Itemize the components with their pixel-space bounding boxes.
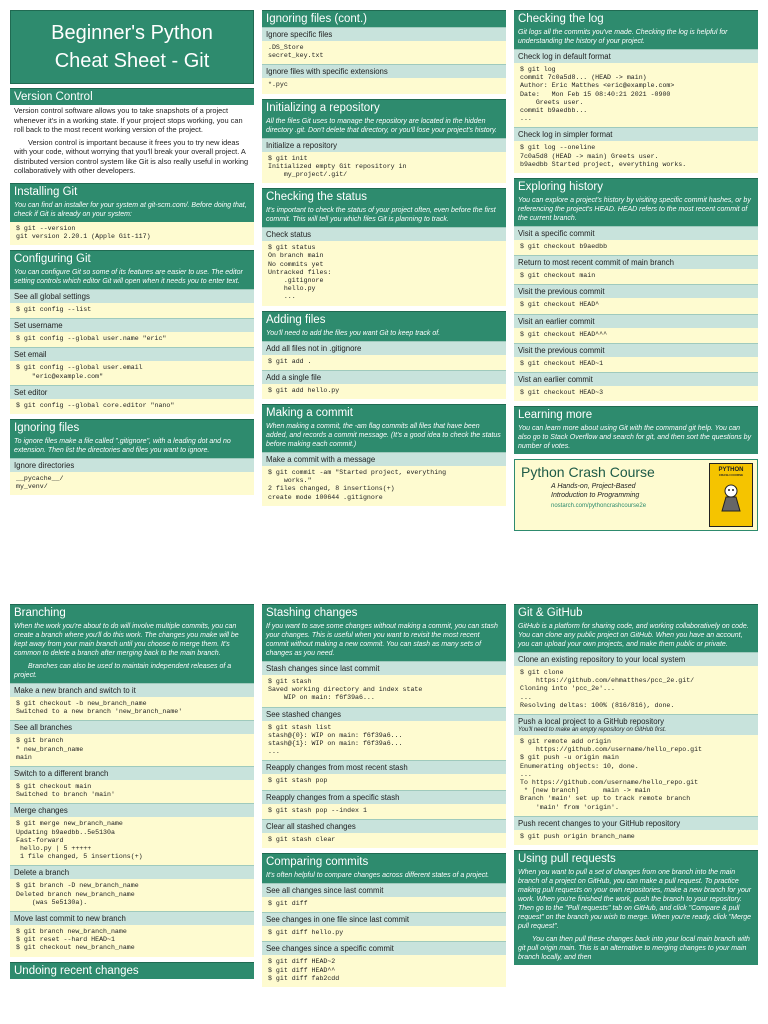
section-heading: Stashing changes <box>262 604 506 621</box>
book-cover-image <box>709 463 753 527</box>
section-pull-requests <box>514 850 758 965</box>
section-description: You can configure Git so some of its features are easier to use. The editor setting controls which editor Git will open when it needs you to enter text. <box>10 267 254 289</box>
code-block: $ git diff HEAD~2 $ git diff HEAD^^ $ git diff fab2cdd <box>262 955 506 987</box>
code-block: $ git checkout b9aedbb <box>514 240 758 255</box>
code-block: $ git branch -D new_branch_name Deleted branch new_branch_name (was 5e5130a). <box>10 879 254 911</box>
section-heading: Initializing a repository <box>262 99 506 116</box>
subsection-label: Delete a branch <box>10 865 254 879</box>
column-two <box>262 10 506 511</box>
subsection-label: Return to most recent commit of main branch <box>514 255 758 269</box>
column-three <box>514 10 758 531</box>
section-heading: Checking the log <box>514 10 758 27</box>
section-exploring-history <box>514 178 758 401</box>
section-heading: Exploring history <box>514 178 758 195</box>
section-description: GitHub is a platform for sharing code, and working collaboratively on code. You can clone any public project on GitHub. When you have an account, you can upload your own projects, and make them public or private. <box>514 621 758 652</box>
section-checking-status <box>262 188 506 305</box>
section-heading: Branching <box>10 604 254 621</box>
subsection-label: Visit the previous commit <box>514 343 758 357</box>
section-description: You can explore a project's history by visiting specific commit hashes, or by referencing the project's HEAD. HEAD refers to the most recent commit of the current branch. <box>514 195 758 226</box>
subsection-label: Ignore directories <box>10 458 254 472</box>
code-block: $ git remote add origin https://github.com/username/hello_repo.git $ git push -u origin main Enumerating objects: 10, done. ... To https://github.com/username/hello_repo.git * [new branch] main -> main Branch 'main' set up to track remote branch 'main' from 'origin'. <box>514 735 758 816</box>
section-heading: Adding files <box>262 311 506 328</box>
code-block: $ git stash pop --index 1 <box>262 804 506 819</box>
section-learning-more <box>514 406 758 454</box>
section-configuring-git <box>10 250 254 414</box>
subsection-label: Clear all stashed changes <box>262 819 506 833</box>
subsection-label: Set editor <box>10 385 254 399</box>
section-stashing-changes <box>262 604 506 848</box>
section-heading: Configuring Git <box>10 250 254 267</box>
code-block: $ git config --list <box>10 303 254 318</box>
book-url-link[interactable]: nostarch.com/pythoncrashcourse2e <box>551 503 647 510</box>
subsection-label: Reapply changes from a specific stash <box>262 790 506 804</box>
subsection-note: You'll need to make an empty repository on GitHub first. <box>514 727 758 735</box>
subsection-label: Check status <box>262 227 506 241</box>
section-making-commit <box>262 404 506 506</box>
section-heading: Installing Git <box>10 183 254 200</box>
subsection-label: See all branches <box>10 720 254 734</box>
section-git-github <box>514 604 758 845</box>
subsection-label: Add all files not in .gitignore <box>262 341 506 355</box>
code-block: $ git checkout HEAD^ <box>514 298 758 313</box>
code-block: $ git config --global user.name "eric" <box>10 332 254 347</box>
code-block: $ git checkout HEAD^^^ <box>514 328 758 343</box>
subsection-label: Set username <box>10 318 254 332</box>
section-description: All the files Git uses to manage the repository are located in the hidden directory .git. Don't delete that directory, or you'll lose your project's history. <box>262 116 506 138</box>
section-description: When you want to pull a set of changes from one branch into the main branch of a project on GitHub, you can make a pull request. To practice making pull requests on your own repositories, make a new branch for your work. When you're finished the work, push the branch to your repository. Then go to the "Pull requests" tab on GitHub, and click "Compare & pull request" on the branch you wish to merge. When you're ready, click "Merge pull request". <box>514 867 758 934</box>
column-one <box>10 10 254 500</box>
section-heading: Comparing commits <box>262 853 506 870</box>
code-block: $ git checkout main Switched to branch 'main' <box>10 780 254 803</box>
book-title: Python Crash Course <box>521 464 655 481</box>
section-heading: Checking the status <box>262 188 506 205</box>
section-description: When making a commit, the -am flag commits all files that have been added, and records a commit message. (It's a good idea to check the status before making each commit.) <box>262 421 506 452</box>
section-heading: Ignoring files (cont.) <box>262 10 506 27</box>
code-block: $ git branch * new_branch_name main <box>10 734 254 766</box>
code-block: $ git checkout HEAD~3 <box>514 386 758 401</box>
section-heading: Git & GitHub <box>514 604 758 621</box>
subsection-label: See all global settings <box>10 289 254 303</box>
section-description: You can then pull these changes back into your local main branch with git pull origin main. This is an alternative to merging changes to your main branch locally, and then <box>514 934 758 965</box>
book-cover-subtitle: CRASH COURSE <box>718 473 744 478</box>
section-installing-git <box>10 183 254 245</box>
subsection-label: Make a new branch and switch to it <box>10 683 254 697</box>
subsection-label: See stashed changes <box>262 707 506 721</box>
section-ignoring-files <box>10 419 254 495</box>
code-block: $ git stash list stash@{0}: WIP on main: f6f39a6... stash@{1}: WIP on main: f6f39a6... ... <box>262 721 506 761</box>
book-subtitle-line: A Hands-on, Project-Based <box>551 483 636 491</box>
subsection-label: Visit the previous commit <box>514 284 758 298</box>
section-description: It's important to check the status of your project often, even before the first commit. This will tell you which files Git is planning to track. <box>262 205 506 227</box>
section-heading-undoing-changes: Undoing recent changes <box>10 962 254 979</box>
code-block: $ git add . <box>262 355 506 370</box>
column-one <box>10 604 254 979</box>
section-adding-files <box>262 311 506 399</box>
code-block: $ git commit -am "Started project, everything works." 2 files changed, 8 insertions(+) create mode 100644 .gitignore <box>262 466 506 506</box>
subsection-label: Move last commit to new branch <box>10 911 254 925</box>
subsection-label: Visit an earlier commit <box>514 314 758 328</box>
subsection-label: Reapply changes from most recent stash <box>262 760 506 774</box>
subsection-label: Set email <box>10 347 254 361</box>
section-branching <box>10 604 254 957</box>
subsection-label: See changes in one file since last commit <box>262 912 506 926</box>
code-block: $ git log --oneline 7c0a5d8 (HEAD -> main) Greets user. b9aedbb Started project, everything works. <box>514 141 758 173</box>
subsection-label: Push a local project to a GitHub repository <box>514 714 758 728</box>
code-block: $ git stash clear <box>262 833 506 848</box>
section-description: When the work you're about to do will involve multiple commits, you can create a branch where you'll do this work. The changes you make will be kept away from your main branch until you choose to merge them. It's common to delete a branch after merging back to the main branch. <box>10 621 254 661</box>
section-heading: Ignoring files <box>10 419 254 436</box>
code-block: $ git merge new_branch_name Updating b9aedbb..5e5130a Fast-forward hello.py | 5 +++++ 1 file changed, 5 insertions(+) <box>10 817 254 865</box>
code-block: $ git checkout HEAD~1 <box>514 357 758 372</box>
column-three <box>514 604 758 970</box>
section-heading: Using pull requests <box>514 850 758 867</box>
subsection-label: Initialize a repository <box>262 138 506 152</box>
page-title <box>10 10 254 84</box>
section-text: Version control software allows you to take snapshots of a project whenever it's in a working state. If your project stops working, you can roll back to the most recent working version of the project. <box>10 105 254 137</box>
code-block: $ git stash pop <box>262 774 506 789</box>
section-description: To ignore files make a file called ".gitignore", with a leading dot and no extension. Then list the directories and files you want to ignore. <box>10 436 254 458</box>
subsection-label: Make a commit with a message <box>262 452 506 466</box>
code-block: $ git add hello.py <box>262 384 506 399</box>
book-promo[interactable] <box>514 459 758 531</box>
subsection-label: See all changes since last commit <box>262 883 506 897</box>
subsection-label: Visit a specific commit <box>514 226 758 240</box>
section-heading: Version Control <box>10 88 254 105</box>
subsection-label: Switch to a different branch <box>10 766 254 780</box>
book-subtitle-line: Introduction to Programming <box>551 492 640 500</box>
section-heading: Making a commit <box>262 404 506 421</box>
section-version-control <box>10 88 254 178</box>
section-heading: Learning more <box>514 406 758 423</box>
section-description: If you want to save some changes without making a commit, you can stash your changes. This is useful when you want to revisit the most recent commit without making a new commit. You can stash as many sets of changes as you need. <box>262 621 506 661</box>
code-block: $ git branch new_branch_name $ git reset --hard HEAD~1 $ git checkout new_branch_name <box>10 925 254 957</box>
code-block: $ git checkout main <box>514 269 758 284</box>
code-block: $ git stash Saved working directory and index state WIP on main: f6f39a6... <box>262 675 506 707</box>
code-block: $ git diff <box>262 897 506 912</box>
section-description: You'll need to add the files you want Git to keep track of. <box>262 328 506 341</box>
subsection-label: Check log in simpler format <box>514 127 758 141</box>
section-text: Version control is important because it frees you to try new ideas with your code, without worrying that you'll break your overall project. A distributed version control system like Git is also really useful in working collaboratively with other developers. <box>10 137 254 178</box>
code-block: $ git push origin branch_name <box>514 830 758 845</box>
subsection-label: Ignore specific files <box>262 27 506 41</box>
code-block: $ git --version git version 2.20.1 (Apple Git-117) <box>10 222 254 245</box>
section-description: Git logs all the commits you've made. Checking the log is helpful for understanding the history of your project. <box>514 27 758 49</box>
code-block: $ git config --global user.email "eric@example.com" <box>10 361 254 384</box>
book-cover-art-icon <box>716 481 746 513</box>
code-block: *.pyc <box>262 78 506 93</box>
code-block: $ git status On branch main No commits yet Untracked files: .gitignore hello.py ... <box>262 241 506 305</box>
section-description: You can learn more about using Git with the command git help. You can also go to Stack Overflow and search for git, and then sort the questions by number of votes. <box>514 423 758 454</box>
subsection-label: Vist an earlier commit <box>514 372 758 386</box>
code-block: __pycache__/ my_venv/ <box>10 472 254 495</box>
section-comparing-commits <box>262 853 506 987</box>
code-block: $ git clone https://github.com/ehmatthes/pcc_2e.git/ Cloning into 'pcc_2e'... ... Resolving deltas: 100% (816/816), done. <box>514 666 758 714</box>
code-block: $ git init Initialized empty Git repository in my_project/.git/ <box>262 152 506 184</box>
title-line-1: Beginner's Python <box>51 22 213 44</box>
title-line-2: Cheat Sheet - Git <box>54 50 210 72</box>
section-initializing-repository <box>262 99 506 184</box>
code-block: .DS_Store secret_key.txt <box>262 41 506 64</box>
subsection-label: Add a single file <box>262 370 506 384</box>
code-block: $ git log commit 7c0a5d8... (HEAD -> main) Author: Eric Matthes <eric@example.com> Date: Mon Feb 15 08:40:21 2021 -0900 Greets user. commit b9aedbb... ... <box>514 63 758 127</box>
code-block: $ git diff hello.py <box>262 926 506 941</box>
section-description: Branches can also be used to maintain independent releases of a project. <box>10 661 254 683</box>
subsection-label: Check log in default format <box>514 49 758 63</box>
subsection-label: Stash changes since last commit <box>262 661 506 675</box>
section-checking-log <box>514 10 758 173</box>
book-cover-title: PYTHON <box>718 467 744 474</box>
section-description: It's often helpful to compare changes across different states of a project. <box>262 870 506 883</box>
subsection-label: Merge changes <box>10 803 254 817</box>
subsection-label: Push recent changes to your GitHub repository <box>514 816 758 830</box>
column-two <box>262 604 506 992</box>
subsection-label: See changes since a specific commit <box>262 941 506 955</box>
code-block: $ git checkout -b new_branch_name Switched to a new branch 'new_branch_name' <box>10 697 254 720</box>
section-description: You can find an installer for your system at git-scm.com/. Before doing that, check if Git is already on your system: <box>10 200 254 222</box>
subsection-label: Ignore files with specific extensions <box>262 64 506 78</box>
code-block: $ git config --global core.editor "nano" <box>10 399 254 414</box>
section-ignoring-files-cont <box>262 10 506 94</box>
subsection-label: Clone an existing repository to your local system <box>514 652 758 666</box>
